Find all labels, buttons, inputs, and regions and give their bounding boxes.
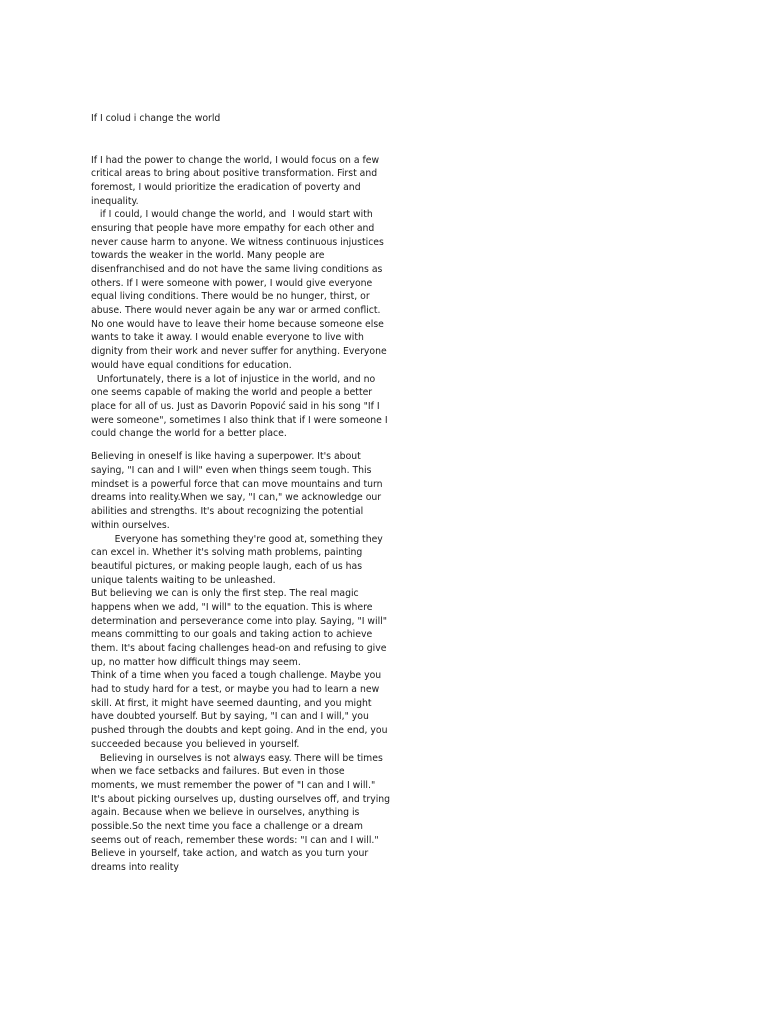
text-line: inequality. bbox=[91, 195, 139, 207]
text-line: Unfortunately, there is a lot of injustice in the world, and no bbox=[91, 373, 376, 385]
text-line: It's about picking ourselves up, dusting ourselves off, and trying bbox=[91, 793, 391, 805]
text-line: foremost, I would prioritize the eradication of poverty and bbox=[91, 181, 361, 193]
text-line: Believing in ourselves is not always easy. There will be times bbox=[91, 752, 383, 764]
essay-title: If I colud i change the world bbox=[91, 113, 221, 125]
essay-two-body bbox=[91, 450, 391, 874]
text-line: have doubted yourself. But by saying, "I can and I will," you bbox=[91, 711, 369, 723]
text-line: never cause harm to anyone. We witness continuous injustices bbox=[91, 236, 384, 248]
text-line: If I had the power to change the world, I would focus on a few bbox=[91, 154, 380, 166]
text-line: saying, "I can and I will" even when things seem tough. This bbox=[91, 465, 372, 477]
essay-change-the-world bbox=[91, 85, 388, 468]
text-line: Think of a time when you faced a tough challenge. Maybe you bbox=[91, 670, 382, 682]
text-line: place for all of us. Just as Davorin Popović said in his song "If I bbox=[91, 400, 380, 412]
text-line: Believing in oneself is like having a superpower. It's about bbox=[91, 451, 361, 463]
text-line: one seems capable of making the world and people a better bbox=[91, 387, 373, 399]
text-line: Everyone has something they're good at, something they bbox=[91, 533, 383, 545]
text-line: Believe in yourself, take action, and watch as you turn your bbox=[91, 848, 369, 860]
text-line: disenfranchised and do not have the same living conditions as bbox=[91, 264, 383, 275]
text-line: up, no matter how difficult things may seem. bbox=[91, 656, 301, 668]
text-line: would have equal conditions for education. bbox=[91, 359, 292, 371]
text-line: could change the world for a better place. bbox=[91, 428, 287, 440]
text-line: when we face setbacks and failures. But even in those bbox=[91, 766, 345, 778]
text-line: again. Because when we believe in ourselves, anything is bbox=[91, 807, 360, 819]
text-line: wants to take it away. I would enable everyone to live with bbox=[91, 332, 364, 344]
essay-believing-in-oneself bbox=[91, 423, 391, 902]
text-line: seems out of reach, remember these words: "I can and I will." bbox=[91, 834, 379, 846]
text-line: if I could, I would change the world, and I would start with bbox=[91, 209, 373, 221]
text-line: unique talents waiting to be unleashed. bbox=[91, 574, 276, 586]
text-line: means committing to our goals and taking action to achieve bbox=[91, 629, 373, 641]
text-line: them. It's about facing challenges head-on and refusing to give bbox=[91, 643, 387, 655]
text-line: towards the weaker in the world. Many people are bbox=[91, 250, 325, 262]
text-line: possible.So the next time you face a challenge or a dream bbox=[91, 820, 363, 832]
text-line: succeeded because you believed in yourself. bbox=[91, 738, 300, 750]
text-line: abilities and strengths. It's about recognizing the potential bbox=[91, 506, 364, 518]
essay-one-body bbox=[91, 154, 388, 441]
text-line: But believing we can is only the first step. The real magic bbox=[91, 588, 359, 600]
text-line: critical areas to bring about positive transformation. First and bbox=[91, 168, 378, 180]
text-line: dignity from their work and never suffer for anything. Everyone bbox=[91, 346, 387, 358]
text-line: equal living conditions. There would be no hunger, thirst, or bbox=[91, 291, 370, 303]
text-line: beautiful pictures, or making people laugh, each of us has bbox=[91, 560, 363, 572]
text-line: can excel in. Whether it's solving math problems, painting bbox=[91, 547, 363, 559]
text-line: mindset is a powerful force that can move mountains and turn bbox=[91, 478, 383, 490]
text-line: were someone", sometimes I also think that if I were someone I bbox=[91, 414, 388, 426]
text-line: pushed through the doubts and kept going. And in the end, you bbox=[91, 725, 388, 737]
text-line: abuse. There would never again be any war or armed conflict. bbox=[91, 305, 381, 317]
text-line: happens when we add, "I will" to the equation. This is where bbox=[91, 601, 373, 613]
text-line: within ourselves. bbox=[91, 519, 170, 531]
text-line: No one would have to leave their home because someone else bbox=[91, 318, 384, 330]
text-line: had to study hard for a test, or maybe you had to learn a new bbox=[91, 684, 380, 696]
text-line: determination and perseverance come into play. Saying, "I will" bbox=[91, 615, 388, 627]
text-line: dreams into reality bbox=[91, 862, 179, 874]
text-line: dreams into reality.When we say, "I can," we acknowledge our bbox=[91, 492, 382, 504]
text-line: skill. At first, it might have seemed daunting, and you might bbox=[91, 697, 372, 709]
text-line: ensuring that people have more empathy for each other and bbox=[91, 222, 375, 234]
text-line: moments, we must remember the power of "I can and I will." bbox=[91, 779, 376, 791]
text-line: others. If I were someone with power, I would give everyone bbox=[91, 277, 373, 289]
